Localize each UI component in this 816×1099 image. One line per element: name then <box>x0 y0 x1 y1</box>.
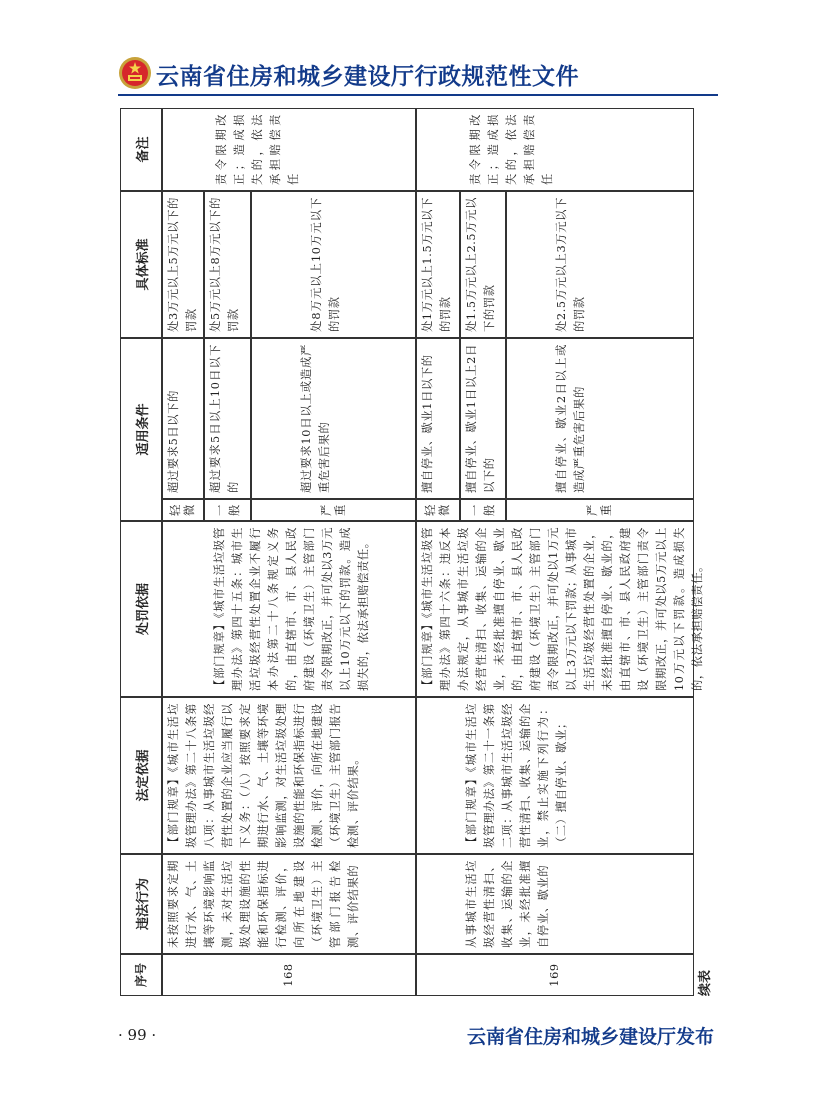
level-label: 一般 <box>469 504 496 516</box>
header-condition: 适用条件 <box>120 338 162 521</box>
header-divider <box>118 94 718 96</box>
level-label: 一般 <box>213 504 241 516</box>
row-169-legal-basis: 【部门规章】《城市生活垃圾管理办法》第二十一条第二项：从事城市生活垃圾经营性清扫、收集、运输的企业，禁止实施下列行为：（二）擅自停业、歇业； <box>416 697 694 854</box>
row-169-level-general <box>460 499 506 521</box>
row-168-behavior: 未按照要求定期进行水、气、土壤等环境影响监测，未对生活垃圾处理设施的性能和环保指标进行检测、评价，向所在地建设（环境卫生）主管部门报告检测、评价结果的 <box>162 854 416 954</box>
row-168-level-general <box>204 499 251 521</box>
row-169-standard-severe: 处2.5万元以上3万元以下的罚款 <box>506 191 694 338</box>
row-168-standard-general: 处5万元以上8万元以下的罚款 <box>204 191 251 338</box>
header-seq-label: 序号 <box>134 963 148 988</box>
level-label: 严重 <box>319 504 347 516</box>
footer-publisher: 云南省住房和城乡建设厅发布 <box>466 1026 714 1048</box>
row-168-remark: 责令限期改正；造成损失的，依法承担赔偿责任 <box>162 108 416 191</box>
row-168-standard-severe: 处8万元以上10万元以下的罚款 <box>251 191 416 338</box>
row-168-legal-basis: 【部门规章】《城市生活垃圾管理办法》第二十八条第八项：从事城市生活垃圾经营性处置的企业应当履行以下义务：（八）按照要求定期进行水、气、土壤等环境影响监测，对生活垃圾处理设施的性能和环保指标进行检测、评价，向所在地建设（环境卫生）主管部门报告检测、评价结果。 <box>162 697 416 854</box>
row-169-standard-minor: 处1万元以上1.5万元以下的罚款 <box>416 191 460 338</box>
document-header <box>118 54 718 94</box>
national-emblem-icon <box>118 56 152 90</box>
row-168-condition-severe: 超过要求10日以上或造成严重危害后果的 <box>251 338 416 499</box>
row-169-level-minor <box>416 499 460 521</box>
row-169-level-severe <box>506 499 694 521</box>
level-label: 轻微 <box>424 504 451 516</box>
header-standard: 具体标准 <box>120 191 162 338</box>
table-container <box>120 108 718 996</box>
row-168-level-minor <box>162 499 204 521</box>
row-169-standard-general: 处1.5万元以上2.5万元以下的罚款 <box>460 191 506 338</box>
row-169-condition-general: 擅自停业、歇业1日以上2日以下的 <box>460 338 506 499</box>
header-penalty-basis: 处罚依据 <box>120 521 162 697</box>
row-168-seq: 168 <box>162 954 416 996</box>
level-label: 严重 <box>586 504 613 516</box>
row-169-seq: 169 <box>416 954 694 996</box>
header-remark: 备注 <box>120 108 162 191</box>
row-168-condition-minor: 超过要求5日以下的 <box>162 338 204 499</box>
page-number: · 99 · <box>118 1026 157 1044</box>
rotated-table <box>120 108 718 996</box>
row-169-condition-severe: 擅自停业、歇业2日以上或造成严重危害后果的 <box>506 338 694 499</box>
row-168-penalty-basis: 【部门规章】《城市生活垃圾管理办法》第四十五条：城市生活垃圾经营性处置企业不履行本办法第二十八条规定义务的，由直辖市、市、县人民政府建设（环境卫生）主管部门责令限期改正，并可处以3万元以上10万元以下的罚款。造成损失的，依法承担赔偿责任。 <box>162 521 416 697</box>
header-seq <box>120 954 162 996</box>
row-169-behavior: 从事城市生活垃圾经营性清扫、收集、运输的企业，未经批准擅自停业、歇业的 <box>416 854 694 954</box>
row-169-remark: 责令限期改正；造成损失的，依法承担赔偿责任 <box>416 108 694 191</box>
level-label: 轻微 <box>169 504 196 516</box>
row-168-level-severe <box>251 499 416 521</box>
row-169-condition-minor: 擅自停业、歇业1日以下的 <box>416 338 460 499</box>
table-caption: 续表 <box>698 969 713 996</box>
header-title: 云南省住房和城乡建设厅行政规范性文件 <box>156 64 579 90</box>
header-legal-basis: 法定依据 <box>120 697 162 854</box>
row-169-penalty-basis: 【部门规章】《城市生活垃圾管理办法》第四十六条：违反本办法规定，从事城市生活垃圾经营性清扫、收集、运输的企业，未经批准擅自停业、歇业的，由直辖市、市、县人民政府建设（环境卫生）主管部门责令限期改正，并可处以1万元以上3万元以下罚款；从事城市生活垃圾经营性处置的企业，未经批准擅自停业、歇业的，由直辖市、市、县人民政府建设（环境卫生）主管部门责令限期改正，并可处以5万元以上10万元以下罚款。造成损失的，依法承担赔偿责任。 <box>416 521 694 697</box>
header-behavior: 违法行为 <box>120 854 162 954</box>
row-168-condition-general: 超过要求5日以上10日以下的 <box>204 338 251 499</box>
row-168-standard-minor: 处3万元以上5万元以下的罚款 <box>162 191 204 338</box>
